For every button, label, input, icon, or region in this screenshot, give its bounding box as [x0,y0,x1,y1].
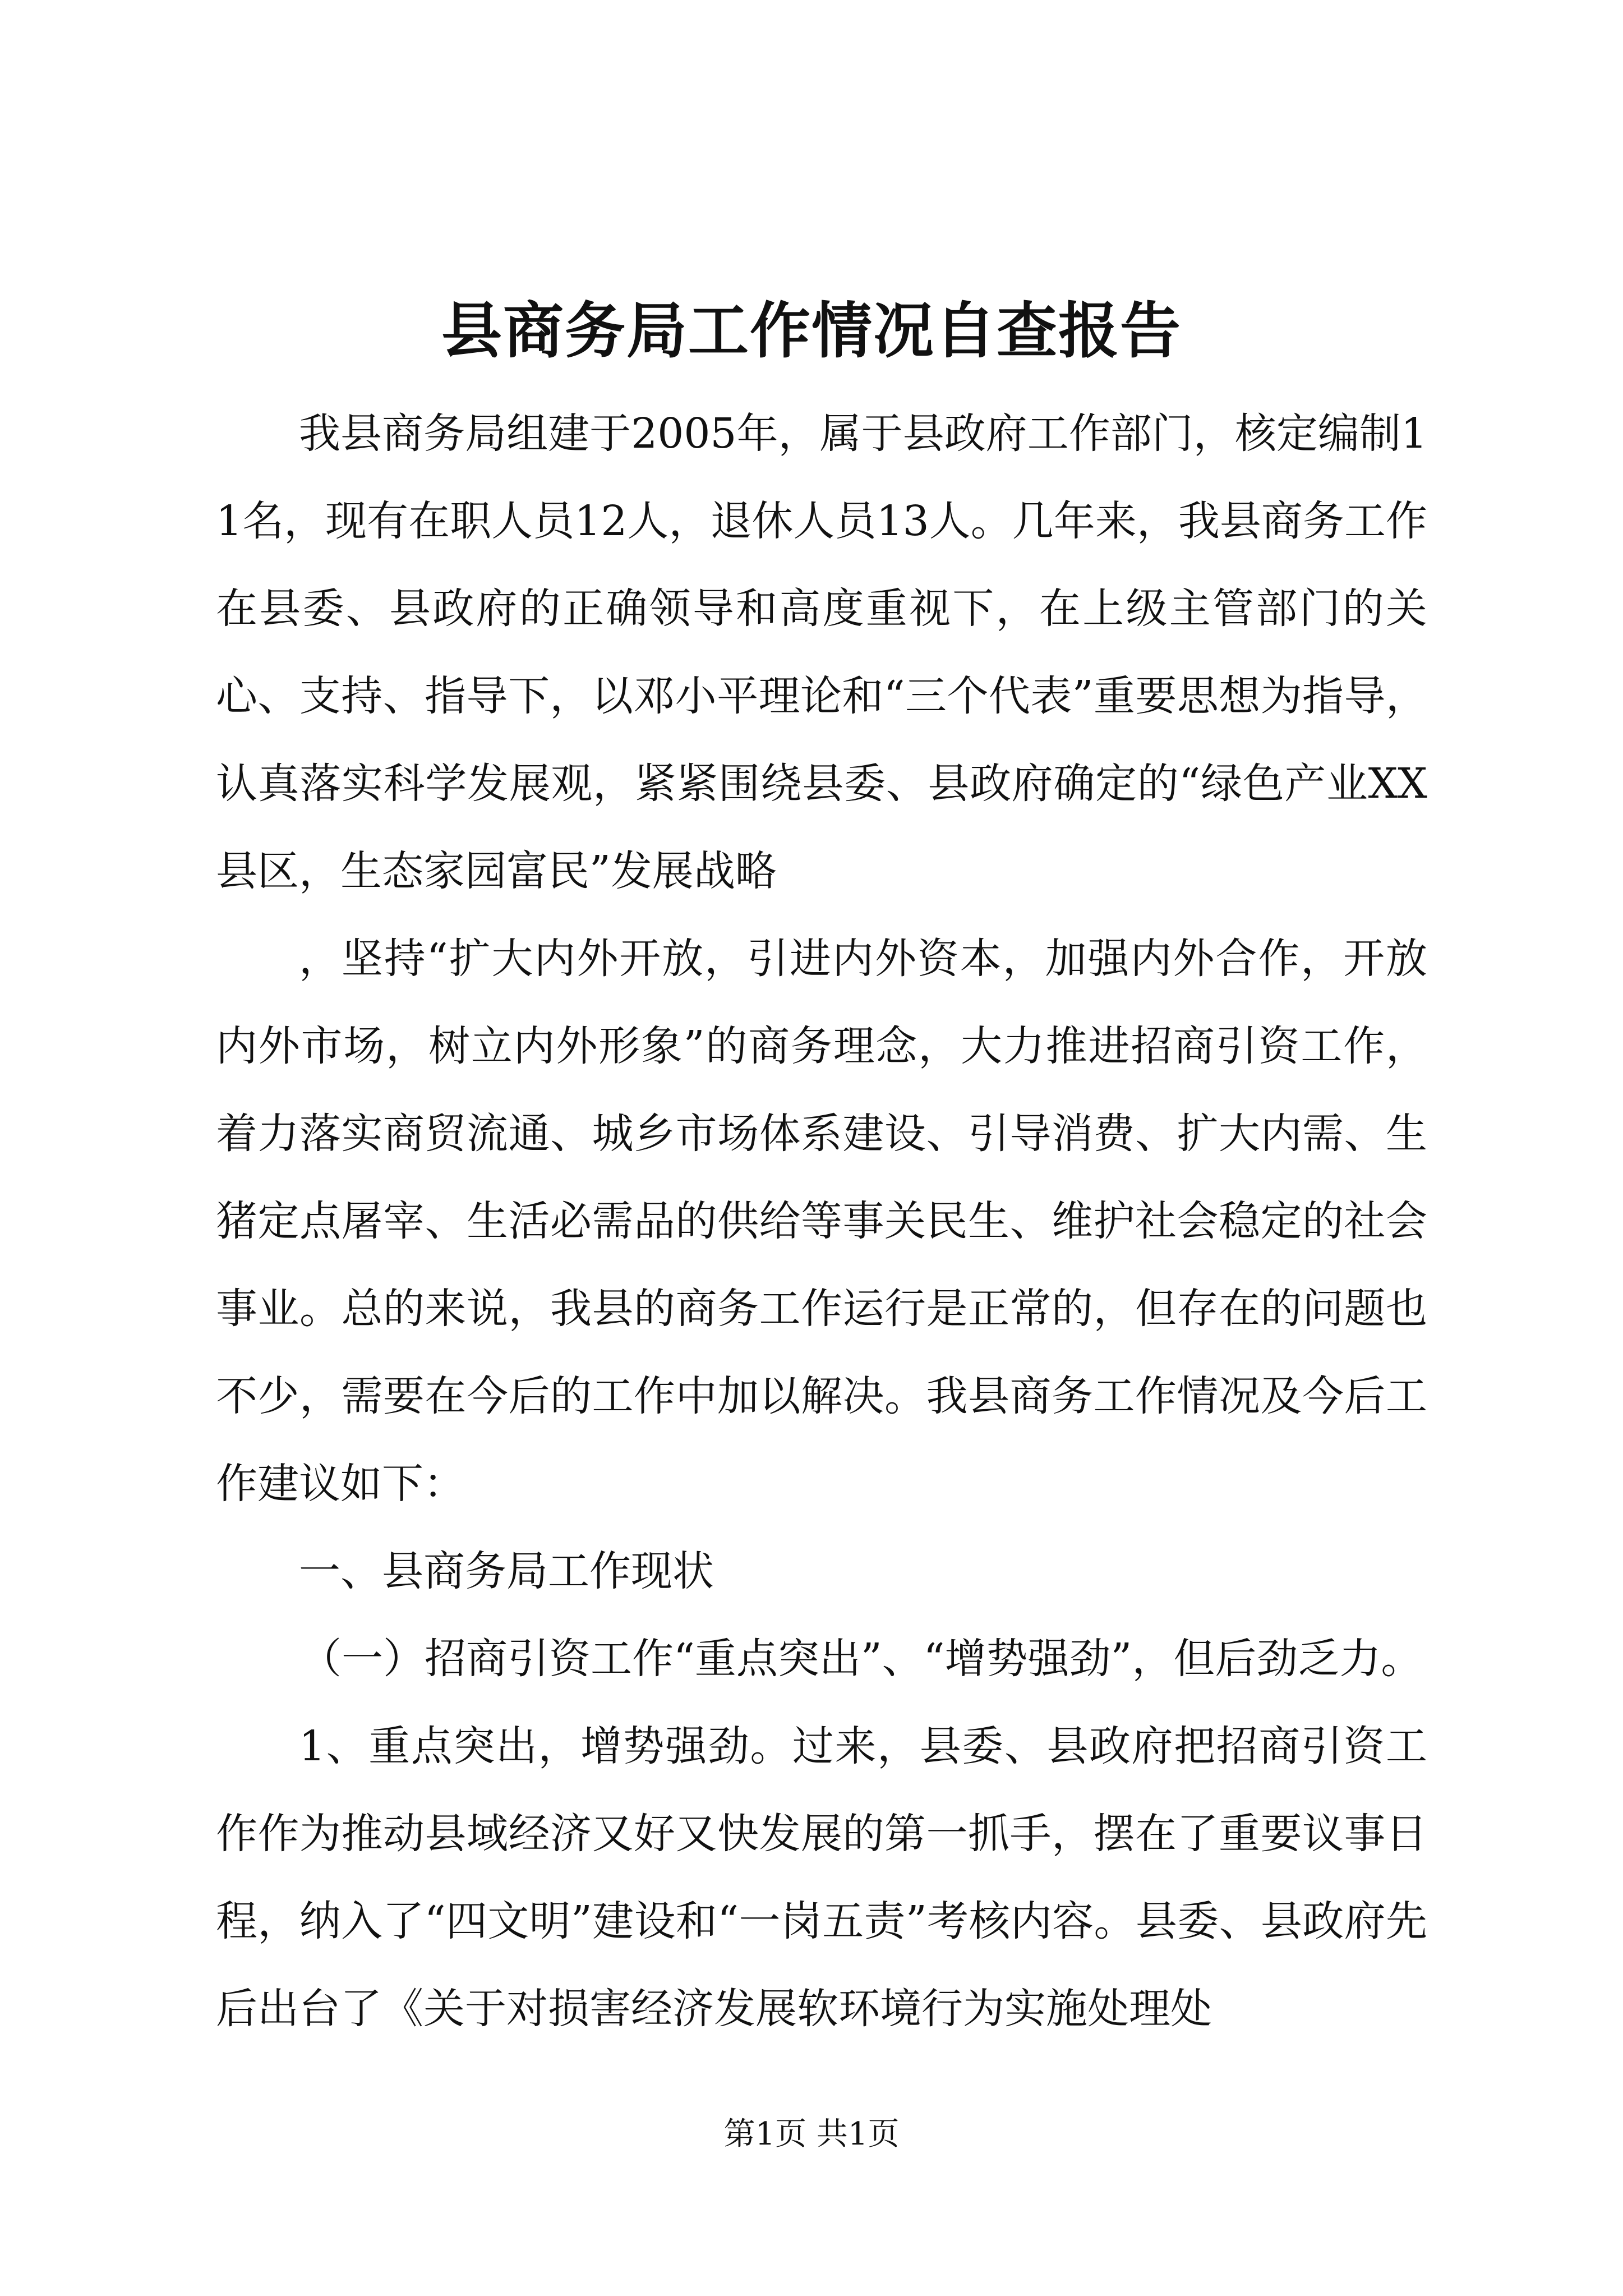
document-body [216,390,1427,2053]
document-title: 县商务局工作情况自查报告 [441,296,1182,366]
page-footer: 第1页 共1页 [723,2116,900,2152]
paragraph-philosophy: ，坚持“扩大内外开放，引进内外资本，加强内外合作，开放内外市场，树立内外形象”的商务理念，大力推进招商引资工作，着力落实商贸流通、城乡市场体系建设、引导消费、扩大内需、生猪定点屠宰、生活必需品的供给等事关民生、维护社会稳定的社会事业。总的来说，我县的商务工作运行是正常的，但存在的问题也不少，需要在今后的工作中加以解决。我县商务工作情况及今后工作建议如下： [216,935,1427,1508]
paragraph-point-1: 1、重点突出，增势强劲。过来，县委、县政府把招商引资工作作为推动县域经济又好又快发展的第一抓手，摆在了重要议事日程，纳入了“四文明”建设和“一岗五责”考核内容。县委、县政府先后出台了《关于对损害经济发展软环境行为实施处理处 [216,1722,1427,2033]
paragraph-intro: 我县商务局组建于2005年，属于县政府工作部门，核定编制11名，现有在职人员12人，退休人员13人。几年来，我县商务工作在县委、县政府的正确领导和高度重视下，在上级主管部门的关心、支持、指导下，以邓小平理论和“三个代表”重要思想为指导，认真落实科学发展观，紧紧围绕县委、县政府确定的“绿色产业XX县区，生态家园富民”发展战略 [216,409,1427,895]
subsection-heading-1: （一）招商引资工作“重点突出”、“增势强劲”，但后劲乏力。 [300,1635,1423,1683]
section-heading-1: 一、县商务局工作现状 [299,1547,714,1595]
